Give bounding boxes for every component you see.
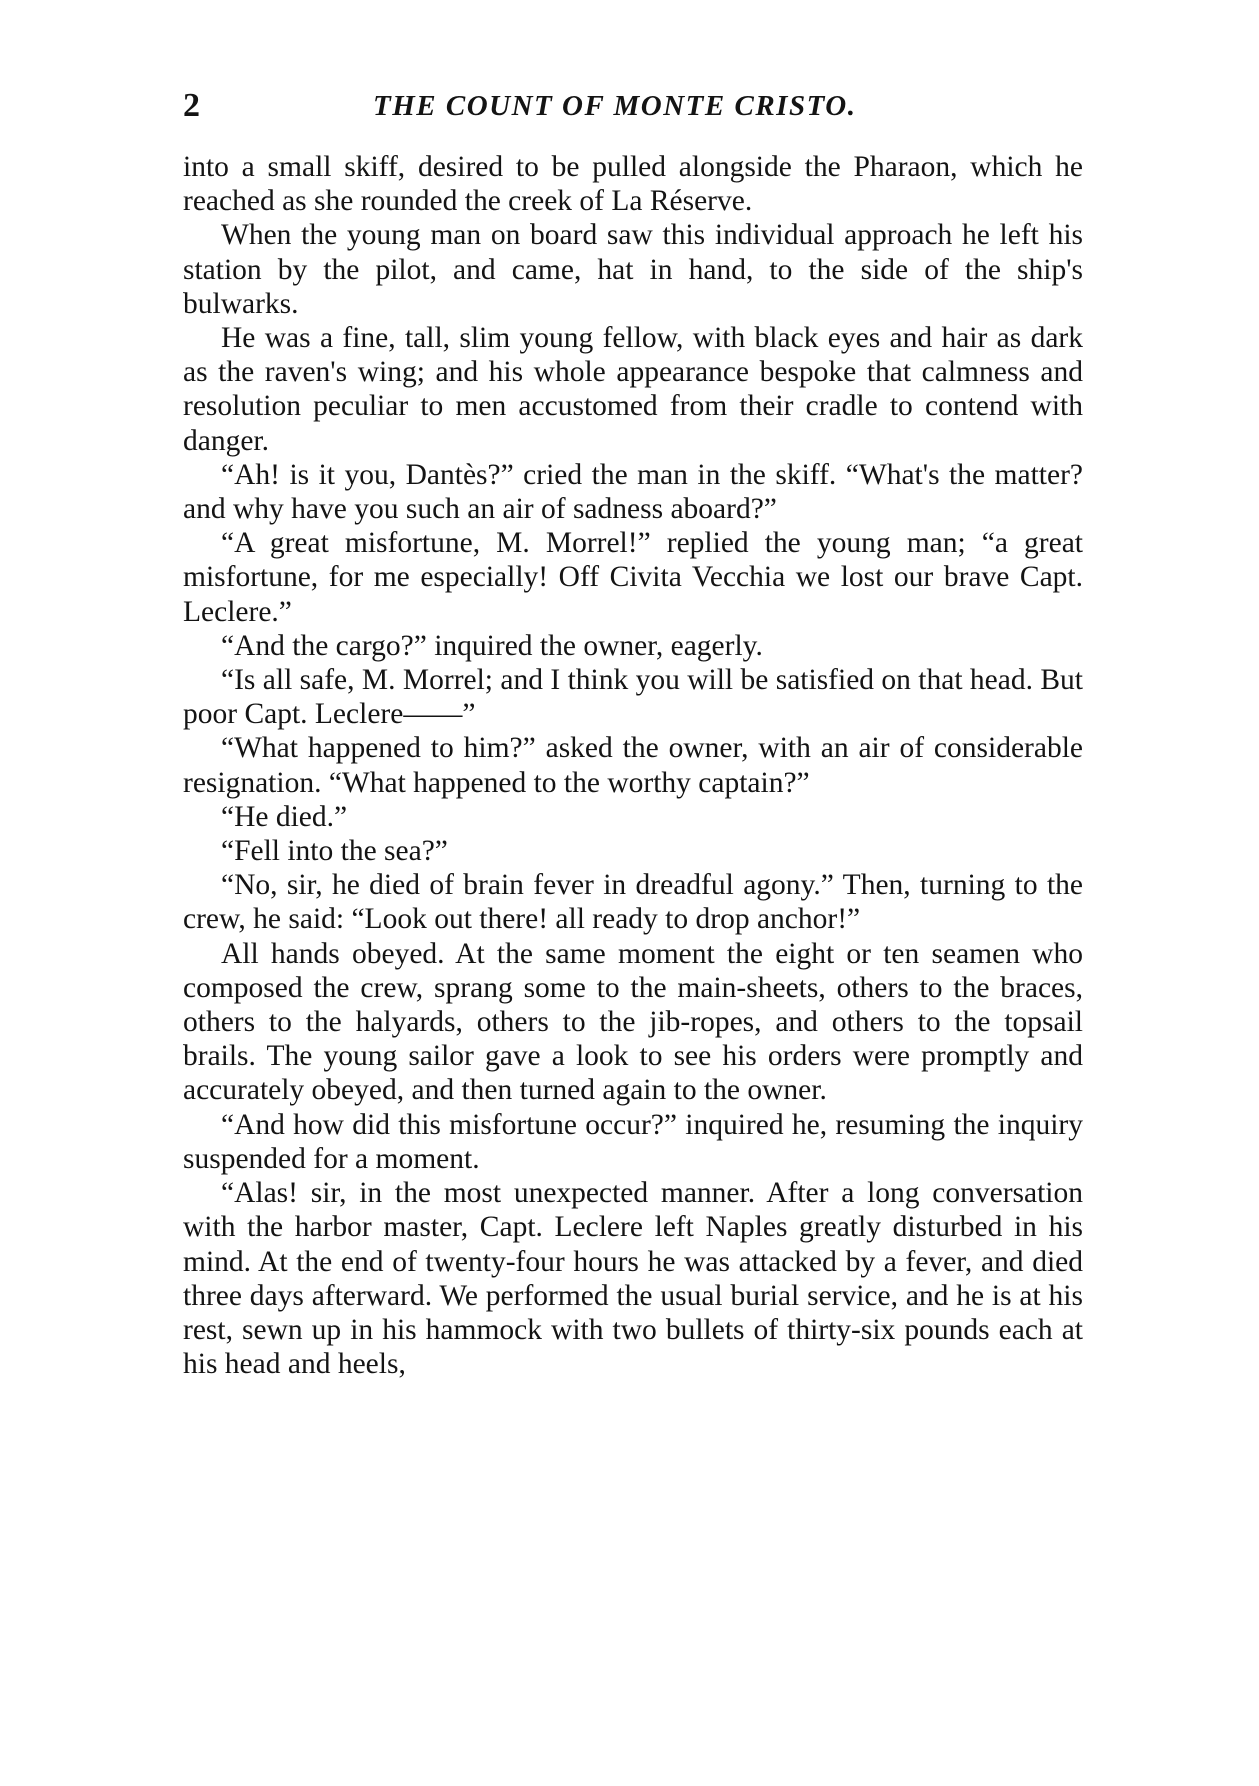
paragraph: “Ah! is it you, Dantès?” cried the man in the skiff. “What's the matter? and why have you such an air of sadness aboard?” [183, 458, 1083, 526]
paragraph: “Is all safe, M. Morrel; and I think you will be satisfied on that head. But poor Capt. Leclere——” [183, 664, 1083, 731]
paragraph: All hands obeyed. At the same moment the eight or ten seamen who composed the crew, sprang some to the main-sheets, others to the braces, others to the halyards, others to the jib-ropes, and others to the topsail brails. The young sailor gave a look to see his orders were promptly and accurately obeyed, and then turned again to the owner. [183, 937, 1083, 1107]
paragraph: “He died.” [221, 800, 348, 833]
paragraph: “And how did this misfortune occur?” inquired he, resuming the inquiry suspended for a moment. [183, 1108, 1083, 1175]
paragraph: “And the cargo?” inquired the owner, eagerly. [221, 629, 763, 662]
paragraph: When the young man on board saw this individual approach he left his station by the pilot, and came, hat in hand, to the side of the ship's bulwarks. [183, 219, 1083, 320]
paragraph: “No, sir, he died of brain fever in dreadful agony.” Then, turning to the crew, he said: “Look out there! all ready to drop anchor!” [183, 869, 1083, 936]
page-number: 2 [183, 87, 200, 124]
paragraph: “What happened to him?” asked the owner, with an air of considerable resignation. “What happened to the worthy captain?” [183, 732, 1083, 799]
page-header [183, 86, 1083, 126]
paragraph: “Fell into the sea?” [221, 835, 448, 868]
paragraph: He was a fine, tall, slim young fellow, with black eyes and hair as dark as the raven's wing; and his whole appearance bespoke that calmness and resolution peculiar to men accustomed from their cradle to contend with danger. [183, 322, 1083, 457]
paragraph: into a small skiff, desired to be pulled alongside the Pharaon, which he reached as she rounded the creek of La Réserve. [183, 151, 1083, 218]
paragraph: “Alas! sir, in the most unexpected manner. After a long conversation with the harbor master, Capt. Leclere left Naples greatly disturbed in his mind. At the end of twenty-four hours he was attacked by a fever, and died three days afterward. We performed the usual burial service, and he is at his rest, sewn up in his hammock with two bullets of thirty-six pounds each at his head and heels, [183, 1177, 1083, 1381]
body-text [183, 150, 1083, 1381]
running-title: THE COUNT OF MONTE CRISTO. [373, 90, 857, 122]
paragraph: “A great misfortune, M. Morrel!” replied the young man; “a great misfortune, for me especially! Off Civita Vecchia we lost our brave Capt. Leclere.” [183, 527, 1083, 628]
